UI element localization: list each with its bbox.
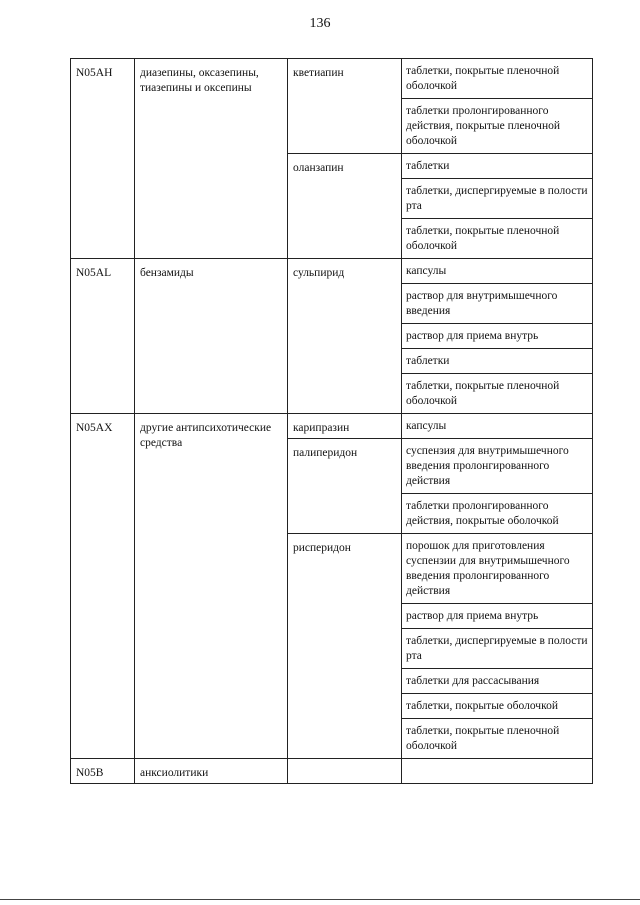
- group-name-cell: диазепины, оксазепины, тиазепины и оксепины: [135, 59, 288, 258]
- dosage-form-cell: таблетки, покрытые пленочной оболочкой: [402, 719, 593, 758]
- atc-code-cell: N05B: [71, 759, 135, 783]
- dosage-form-cell: таблетки: [402, 349, 593, 374]
- group-name-cell: анксиолитики: [135, 759, 288, 783]
- dosage-form-cell: таблетки, покрытые оболочкой: [402, 694, 593, 719]
- drug-name-cell: кветиапин: [288, 59, 402, 153]
- table-row-group: [71, 759, 593, 784]
- drug-name-cell: палиперидон: [288, 439, 402, 533]
- dosage-form-cell: таблетки пролонгированного действия, покрытые пленочной оболочкой: [402, 99, 593, 153]
- dosage-form-cell: капсулы: [402, 414, 593, 438]
- dosage-form-cell: [402, 759, 593, 783]
- dosage-form-cell: суспензия для внутримышечного введения пролонгированного действия: [402, 439, 593, 494]
- group-name-cell: бензамиды: [135, 259, 288, 413]
- bottom-rule: [0, 899, 640, 900]
- drug-name-cell: [288, 759, 402, 783]
- drug-name-cell: сульпирид: [288, 259, 402, 413]
- dosage-form-cell: таблетки: [402, 154, 593, 179]
- dosage-form-cell: таблетки, покрытые пленочной оболочкой: [402, 219, 593, 258]
- dosage-form-cell: таблетки, покрытые пленочной оболочкой: [402, 374, 593, 413]
- dosage-form-cell: таблетки, диспергируемые в полости рта: [402, 629, 593, 669]
- atc-code-cell: N05AX: [71, 414, 135, 758]
- dosage-form-cell: порошок для приготовления суспензии для внутримышечного введения пролонгированного действия: [402, 534, 593, 604]
- drug-row: [288, 439, 593, 534]
- drug-table: [70, 58, 593, 784]
- drug-name-cell: рисперидон: [288, 534, 402, 758]
- atc-code-cell: N05AL: [71, 259, 135, 413]
- group-name-cell: другие антипсихотические средства: [135, 414, 288, 758]
- dosage-form-cell: таблетки для рассасывания: [402, 669, 593, 694]
- drug-row: [288, 154, 593, 258]
- dosage-form-cell: таблетки пролонгированного действия, покрытые оболочкой: [402, 494, 593, 533]
- drug-name-cell: оланзапин: [288, 154, 402, 258]
- atc-code-cell: N05AH: [71, 59, 135, 258]
- dosage-form-cell: таблетки, покрытые пленочной оболочкой: [402, 59, 593, 99]
- table-row-group: [71, 414, 593, 759]
- page-number: 136: [309, 16, 331, 31]
- table-row-group: [71, 59, 593, 259]
- dosage-form-cell: капсулы: [402, 259, 593, 284]
- dosage-form-cell: раствор для приема внутрь: [402, 604, 593, 629]
- drug-row: [288, 534, 593, 758]
- dosage-form-cell: таблетки, диспергируемые в полости рта: [402, 179, 593, 219]
- drug-name-cell: карипразин: [288, 414, 402, 438]
- dosage-form-cell: раствор для внутримышечного введения: [402, 284, 593, 324]
- drug-row: [288, 414, 593, 439]
- dosage-form-cell: раствор для приема внутрь: [402, 324, 593, 349]
- table-row-group: [71, 259, 593, 414]
- drug-row: [288, 59, 593, 154]
- drug-row: [288, 259, 593, 413]
- drug-row: [288, 759, 593, 783]
